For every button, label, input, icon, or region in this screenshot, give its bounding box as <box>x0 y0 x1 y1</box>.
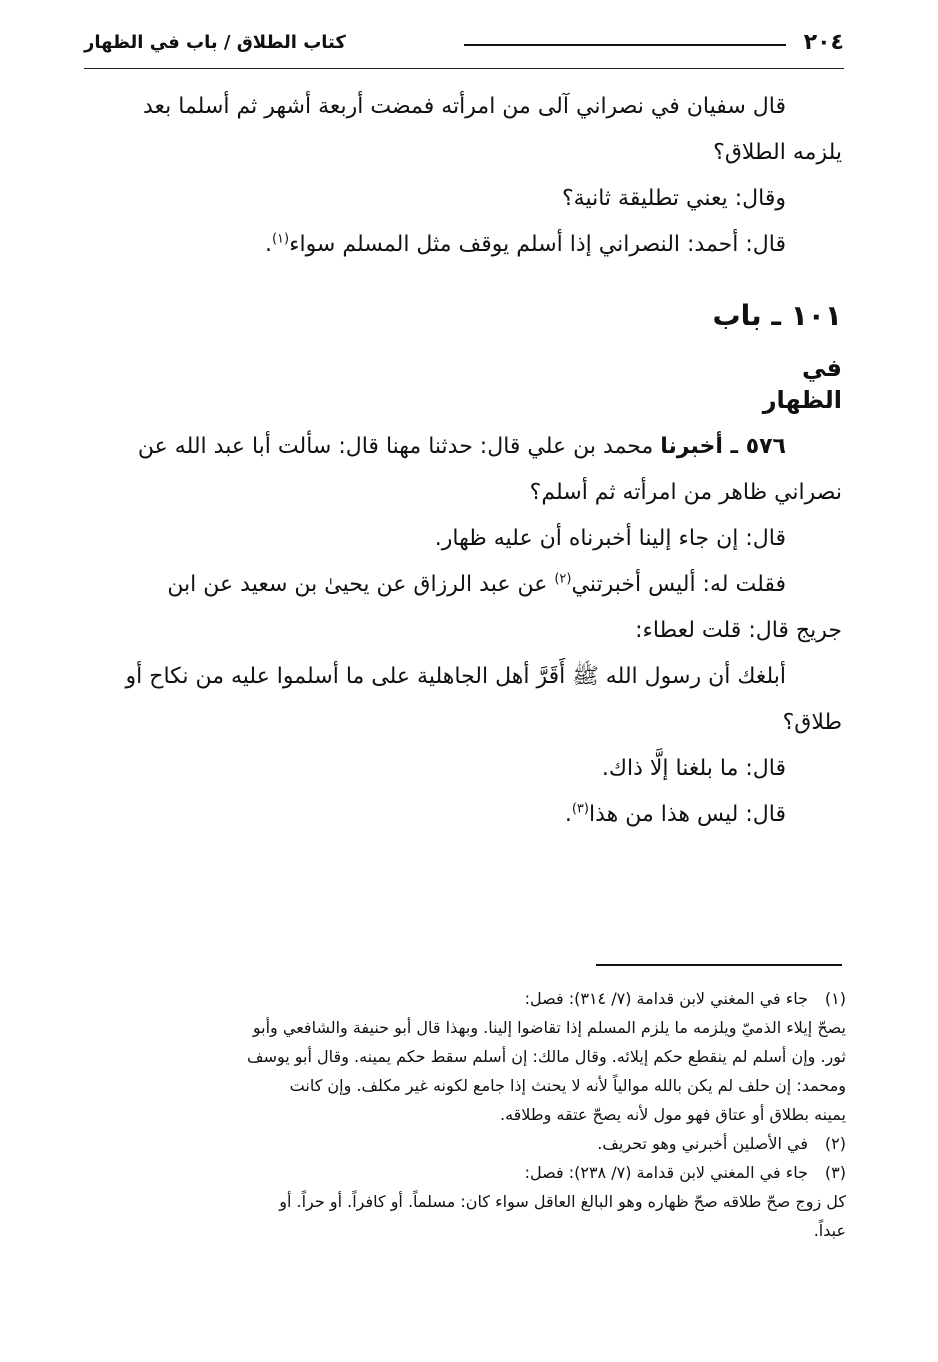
paragraph-second-divorce <box>80 176 842 222</box>
footnote-line: عبداً. <box>813 1221 846 1240</box>
text-line: يلزمه الطلاق؟ <box>713 140 842 165</box>
paragraph-sufyan <box>80 84 842 130</box>
footnote-line: جاء في المغني لابن قدامة (٧/ ٢٣٨): فصل: <box>524 1163 808 1182</box>
footnote-line: ومحمد: إن حلف لم يكن بالله موالياً لأنه لا يحنث إذا جامع لكونه غير مكلف. وإن كانت <box>289 1076 846 1095</box>
header-underline <box>84 68 844 69</box>
running-title: كتاب الطلاق / باب في الظهار <box>84 32 346 53</box>
footnote-3-cont <box>78 1187 846 1245</box>
answer-paragraph <box>80 516 842 562</box>
footnote-line: يمينه بطلاق أو عتاق فهو مول لأنه يصحّ عتقه وطلاقه. <box>499 1105 846 1124</box>
page-number: ٢٠٤ <box>803 30 844 55</box>
text-line: قال: إن جاء إلينا أخبرناه أن عليه ظهار. <box>434 526 786 551</box>
footnote-ref-2[interactable]: (٢) <box>554 571 572 587</box>
footnote-body <box>78 984 808 1013</box>
footnote-ref-1[interactable]: (١) <box>271 231 290 247</box>
ataa-answer <box>80 746 842 792</box>
text-line: قال: ما بلغنا إلَّا ذاك. <box>601 756 786 781</box>
text-period: . <box>264 232 272 257</box>
text-line: قال: ليس هذا من هذا <box>588 802 786 827</box>
text-line: قال: أحمد: النصراني إذا أسلم يوقف مثل المسلم سواء <box>289 232 786 257</box>
paragraph-ahmad <box>80 222 842 268</box>
chapter-number: ١٠١ ـ باب <box>712 299 842 332</box>
footnote-number: (٢) <box>824 1134 846 1153</box>
footnote-number: (٣) <box>824 1163 846 1182</box>
text-line: جريج قال: قلت لعطاء: <box>635 618 842 643</box>
text-line: محمد بن علي قال: حدثنا مهنا قال: سألت أبا عبد الله عن <box>137 434 661 459</box>
footnote-line: جاء في المغني لابن قدامة (٧/ ٣١٤): فصل: <box>524 989 808 1008</box>
text-line: نصراني ظاهر من امرأته ثم أسلم؟ <box>529 480 842 505</box>
final-answer <box>80 792 842 838</box>
text-line: فقلت له: أليس أخبرتني <box>571 572 786 597</box>
paragraph-sufyan-cont <box>80 130 842 176</box>
footnote-body <box>78 1013 846 1129</box>
question-paragraph <box>80 562 842 608</box>
chapter-subtitle-fi: في <box>802 354 842 382</box>
running-header <box>84 28 844 62</box>
footnote-line: كل زوج صحّ طلاقه صحّ ظهاره وهو البالغ العاقل سواء كان: مسلماً. أو كافراً. أو حراً. أو <box>279 1192 846 1211</box>
hadith-number: ٥٧٦ ـ أخبرنا <box>660 434 786 459</box>
text-line: طلاق؟ <box>782 710 842 735</box>
question-paragraph-cont <box>80 608 842 654</box>
footnote-number: (١) <box>824 989 846 1008</box>
hadith-paragraph-cont <box>80 470 842 516</box>
text-line: وقال: يعني تطليقة ثانية؟ <box>561 186 786 211</box>
footnote-body <box>78 1158 808 1187</box>
footnote-body <box>78 1129 808 1158</box>
footnote-line: في الأصلين أخبرني وهو تحريف. <box>597 1134 808 1153</box>
footnote-1-cont <box>78 1013 846 1129</box>
ataa-question-cont <box>80 700 842 746</box>
footnote-2 <box>78 1129 846 1158</box>
footnote-line: يصحّ إيلاء الذميّ ويلزمه ما يلزم المسلم إذا تقاضوا إلينا. وبهذا قال أبو حنيفة والشافعي وأبو <box>252 1018 846 1037</box>
text-line: عن عبد الرزاق عن يحيىٰ بن سعيد عن ابن <box>167 572 555 597</box>
footnote-line: ثور. وإن أسلم لم ينقطع حكم إيلائه. وقال مالك: إن أسلم سقط حكم يمينه. وقال أبو يوسف <box>247 1047 846 1066</box>
footnote-1 <box>78 984 846 1013</box>
header-rule <box>464 44 786 46</box>
text-line: أبلغك أن رسول الله ﷺ أَقَرَّ أهل الجاهلية على ما أسلموا عليه من نكاح أو <box>125 664 786 689</box>
text-period: . <box>564 802 572 827</box>
footnote-separator <box>596 964 842 966</box>
footnote-3 <box>78 1158 846 1187</box>
hadith-paragraph <box>80 424 842 470</box>
text-line: قال سفيان في نصراني آلى من امرأته فمضت أربعة أشهر ثم أسلما بعد <box>142 94 786 119</box>
footnote-ref-3[interactable]: (٣) <box>571 801 589 817</box>
footnote-body <box>78 1187 846 1245</box>
footnotes <box>78 984 846 1245</box>
chapter-subtitle-zihar: الظهار <box>762 386 842 414</box>
main-text <box>80 84 842 838</box>
ataa-question <box>80 654 842 700</box>
